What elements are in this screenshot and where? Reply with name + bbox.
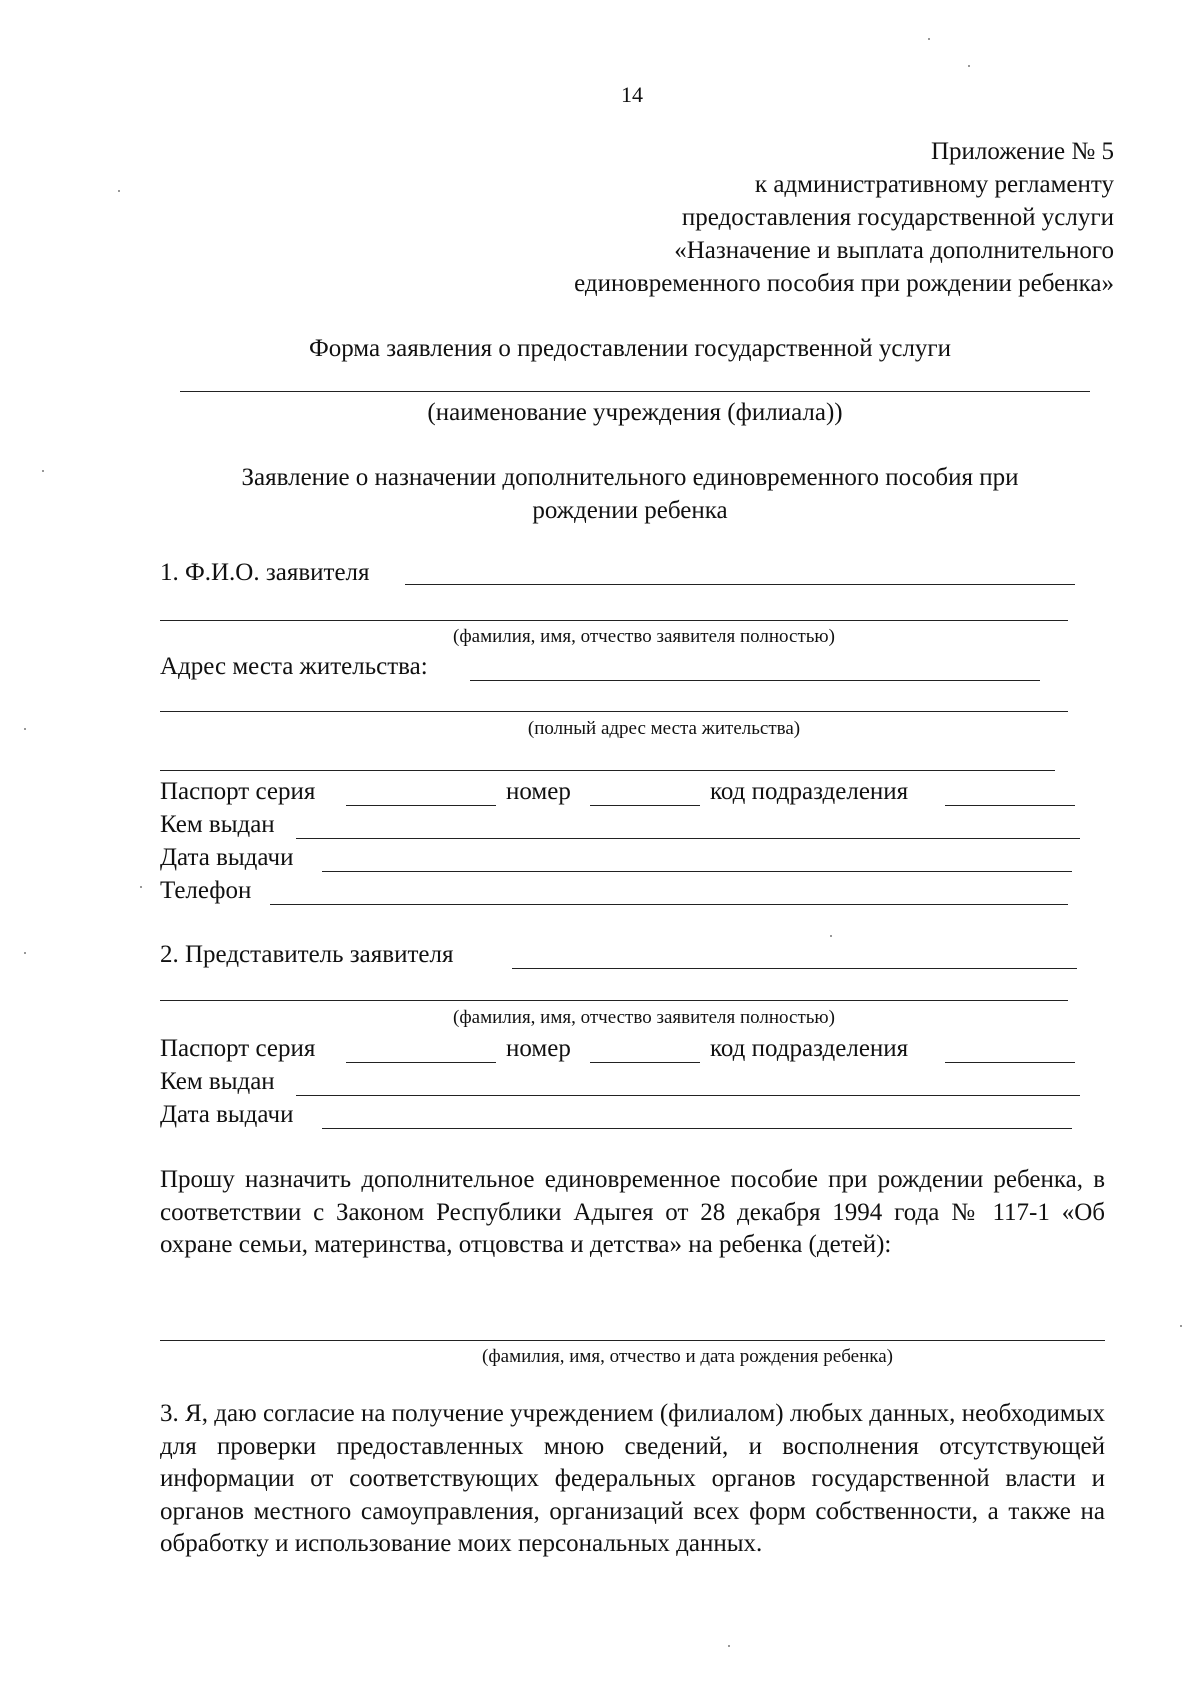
address-field[interactable] (470, 680, 1040, 681)
address-caption: (полный адрес места жительства) (527, 718, 801, 739)
applicant-fio-caption: (фамилия, имя, отчество заявителя полностью) (453, 626, 835, 647)
scan-speck (24, 952, 26, 954)
representative-field[interactable] (512, 968, 1077, 969)
passport-number-field[interactable] (590, 805, 700, 806)
scan-speck (830, 935, 832, 937)
address-field-extra[interactable] (160, 770, 1055, 771)
scan-speck (140, 886, 142, 888)
issued-by-field[interactable] (296, 838, 1080, 839)
rep-issue-date-field[interactable] (322, 1128, 1072, 1129)
rep-division-code-field[interactable] (945, 1062, 1075, 1063)
phone-label: Телефон (160, 877, 252, 904)
representative-label: 2. Представитель заявителя (160, 941, 454, 968)
statement-title-line1: Заявление о назначении дополнительного единовременного пособия при (241, 464, 1019, 491)
scan-speck (118, 190, 120, 192)
scan-speck (42, 470, 44, 472)
appendix-service-name: «Назначение и выплата дополнительного (674, 237, 1114, 264)
passport-number-label: номер (506, 778, 571, 805)
page-number: 14 (621, 82, 643, 107)
issue-date-field[interactable] (322, 871, 1072, 872)
rep-issued-by-field[interactable] (296, 1095, 1080, 1096)
form-title: Форма заявления о предоставлении государственной услуги (308, 335, 952, 362)
request-paragraph: Прошу назначить дополнительное единовременное пособие при рождении ребенка, в соответствии с Законом Республики Адыгея от 28 декабря 1994 года № 117-1 «Об охране семьи, материнства, отцовства и детства» на ребенка (детей): (160, 1166, 1105, 1258)
rep-passport-number-field[interactable] (590, 1062, 700, 1063)
scan-speck (968, 65, 970, 67)
issued-by-label: Кем выдан (160, 811, 275, 838)
rep-passport-number-label: номер (506, 1035, 571, 1062)
consent-paragraph: 3. Я, даю согласие на получение учреждением (филиалом) любых данных, необходимых для проверки предоставленных мною сведений, и восполнения отсутствующей информации от соответствующих федеральных органов государственной власти и органов местного самоуправления, организаций всех форм собственности, а также на обработку и использование моих персональных данных. (160, 1400, 1105, 1557)
rep-passport-series-label: Паспорт серия (160, 1035, 316, 1062)
passport-series-label: Паспорт серия (160, 778, 316, 805)
scan-speck (24, 728, 26, 730)
rep-passport-series-field[interactable] (346, 1062, 496, 1063)
representative-field-cont[interactable] (160, 1000, 1068, 1001)
scan-speck (1180, 1325, 1182, 1327)
appendix-reference: к административному регламенту (754, 171, 1114, 198)
statement-title-line2: рождении ребенка (532, 497, 728, 524)
division-code-label: код подразделения (710, 778, 909, 805)
applicant-fio-label: 1. Ф.И.О. заявителя (160, 559, 370, 586)
appendix-service: предоставления государственной услуги (681, 204, 1114, 231)
institution-caption: (наименование учреждения (филиала)) (427, 399, 843, 426)
address-label: Адрес места жительства: (160, 653, 428, 680)
rep-issue-date-label: Дата выдачи (160, 1101, 294, 1128)
rep-division-code-label: код подразделения (710, 1035, 909, 1062)
appendix-number: Приложение № 5 (930, 138, 1114, 165)
institution-field[interactable] (180, 391, 1090, 392)
scan-speck (728, 1645, 730, 1647)
passport-series-field[interactable] (346, 805, 496, 806)
phone-field[interactable] (270, 904, 1068, 905)
appendix-service-name-cont: единовременного пособия при рождении ребенка» (574, 270, 1114, 297)
division-code-field[interactable] (945, 805, 1075, 806)
address-field-cont[interactable] (160, 711, 1068, 712)
applicant-fio-field-cont[interactable] (160, 620, 1068, 621)
rep-issued-by-label: Кем выдан (160, 1068, 275, 1095)
scan-speck (928, 38, 930, 40)
child-caption: (фамилия, имя, отчество и дата рождения ребенка) (482, 1346, 893, 1367)
applicant-fio-field[interactable] (405, 584, 1075, 585)
child-field[interactable] (160, 1340, 1105, 1341)
issue-date-label: Дата выдачи (160, 844, 294, 871)
representative-caption: (фамилия, имя, отчество заявителя полностью) (453, 1007, 835, 1028)
